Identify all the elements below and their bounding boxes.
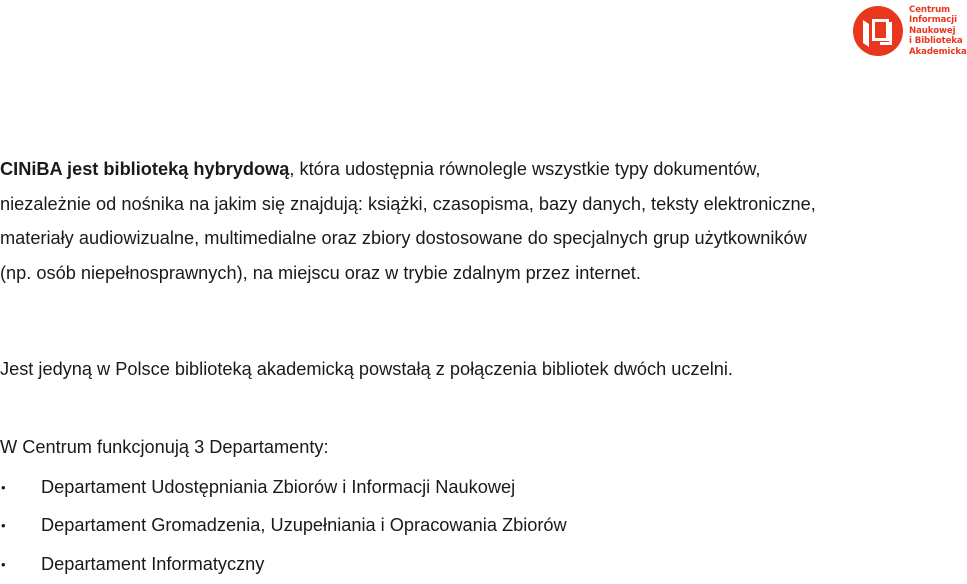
intro-paragraph	[0, 152, 960, 290]
logo-line: Informacji	[909, 15, 957, 26]
department-name: Departament Informatyczny	[41, 553, 265, 574]
main-content	[0, 152, 960, 574]
bullet-icon: •	[1, 518, 6, 534]
logo-line: Naukowej	[909, 25, 956, 36]
departments-list	[0, 468, 567, 584]
logo-wordmark	[909, 5, 967, 57]
intro-bold: CINiBA jest biblioteką hybrydową	[0, 159, 290, 179]
intro-line-1	[0, 152, 960, 187]
list-item	[0, 545, 567, 584]
logo-line: Centrum	[909, 5, 950, 15]
bullet-icon: •	[1, 479, 6, 495]
intro-line-1-rest: , która udostępnia równolegle wszystkie typy dokumentów,	[289, 159, 761, 179]
intro-line-2: niezależnie od nośnika na jakim się znajdują: książki, czasopisma, bazy danych, teksty elektroniczne,	[0, 193, 816, 214]
ciniba-logo	[852, 5, 967, 59]
ciniba-logo-icon	[852, 5, 904, 57]
department-name: Departament Gromadzenia, Uzupełniania i Opracowania Zbiorów	[41, 515, 567, 536]
bullet-icon: •	[1, 556, 6, 572]
intro-line-4: (np. osób niepełnosprawnych), na miejscu oraz w trybie zdalnym przez internet.	[0, 262, 641, 283]
intro-line-3: materiały audiowizualne, multimedialne oraz zbiory dostosowane do specjalnych grup użytkowników	[0, 228, 807, 248]
departments-heading: W Centrum funkcjonują 3 Departamenty:	[0, 437, 329, 457]
logo-line: Akademicka	[909, 46, 967, 57]
logo-line: i Biblioteka	[909, 36, 963, 47]
department-name: Departament Udostępniania Zbiorów i Informacji Naukowej	[41, 476, 516, 497]
list-item	[0, 468, 567, 507]
hybrid-origin-sentence: Jest jedyną w Polsce biblioteką akademicką powstałą z połączenia bibliotek dwóch uczelni.	[0, 359, 733, 379]
list-item	[0, 507, 567, 546]
